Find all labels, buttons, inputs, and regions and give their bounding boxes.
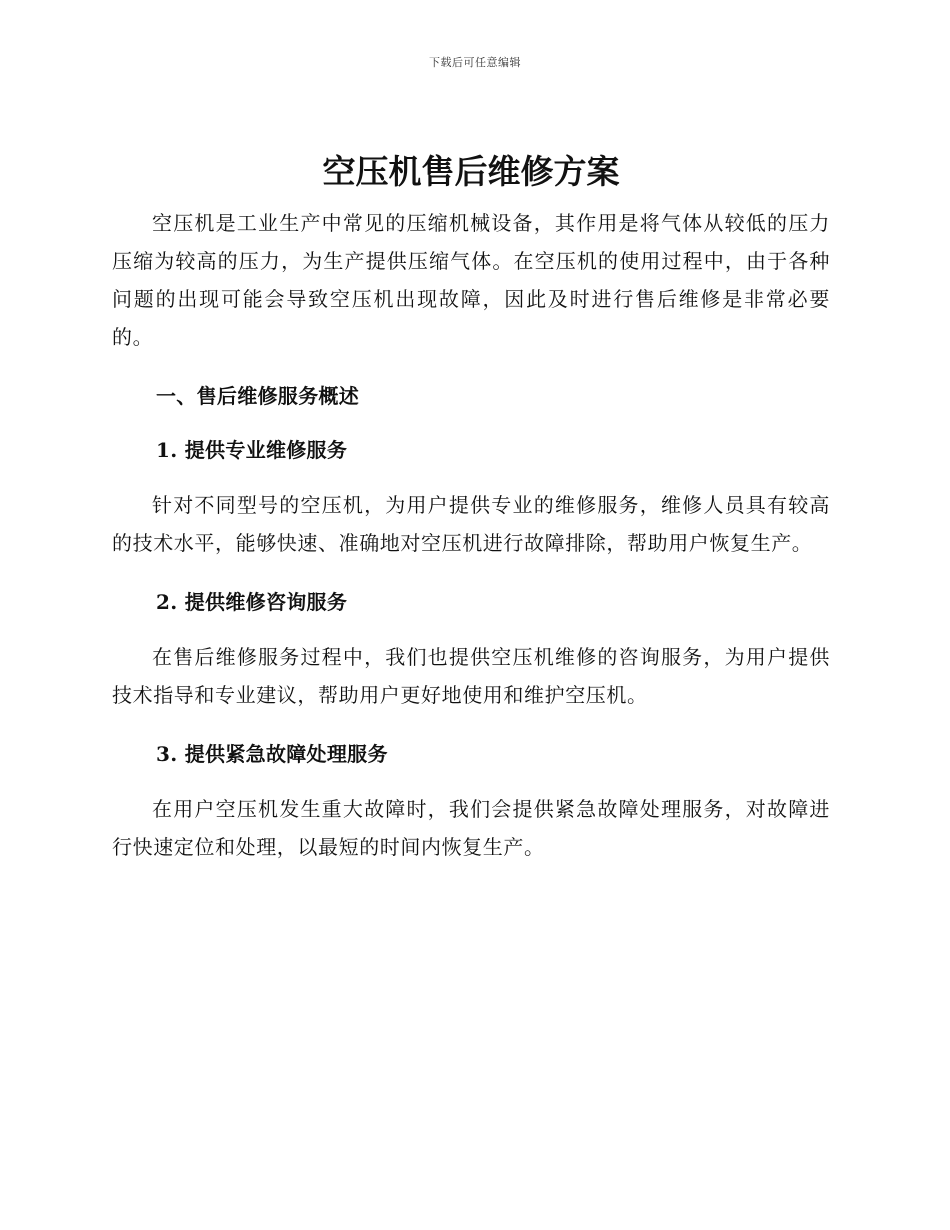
- document-body: [112, 150, 830, 866]
- subsection-paragraph-2: 在售后维修服务过程中，我们也提供空压机维修的咨询服务，为用户提供技术指导和专业建议，帮助用户更好地使用和维护空压机。: [112, 645, 830, 707]
- subsection-heading-3: 3. 提供紧急故障处理服务: [156, 742, 388, 766]
- document-title: 空压机售后维修方案: [322, 152, 620, 191]
- intro-paragraph: 空压机是工业生产中常见的压缩机械设备，其作用是将气体从较低的压力压缩为较高的压力，为生产提供压缩气体。在空压机的使用过程中，由于各种问题的出现可能会导致空压机出现故障，因此及时进行售后维修是非常必要的。: [112, 211, 830, 349]
- subsection-paragraph-3: 在用户空压机发生重大故障时，我们会提供紧急故障处理服务，对故障进行快速定位和处理，以最短的时间内恢复生产。: [112, 797, 830, 859]
- subsection-heading-1: 1. 提供专业维修服务: [156, 438, 348, 462]
- subsection-paragraph-1: 针对不同型号的空压机，为用户提供专业的维修服务，维修人员具有较高的技术水平，能够快速、准确地对空压机进行故障排除，帮助用户恢复生产。: [112, 493, 830, 555]
- subsection-heading-2: 2. 提供维修咨询服务: [156, 590, 348, 614]
- header-note: 下载后可任意编辑: [429, 56, 521, 69]
- section-heading-overview: 一、售后维修服务概述: [156, 384, 359, 408]
